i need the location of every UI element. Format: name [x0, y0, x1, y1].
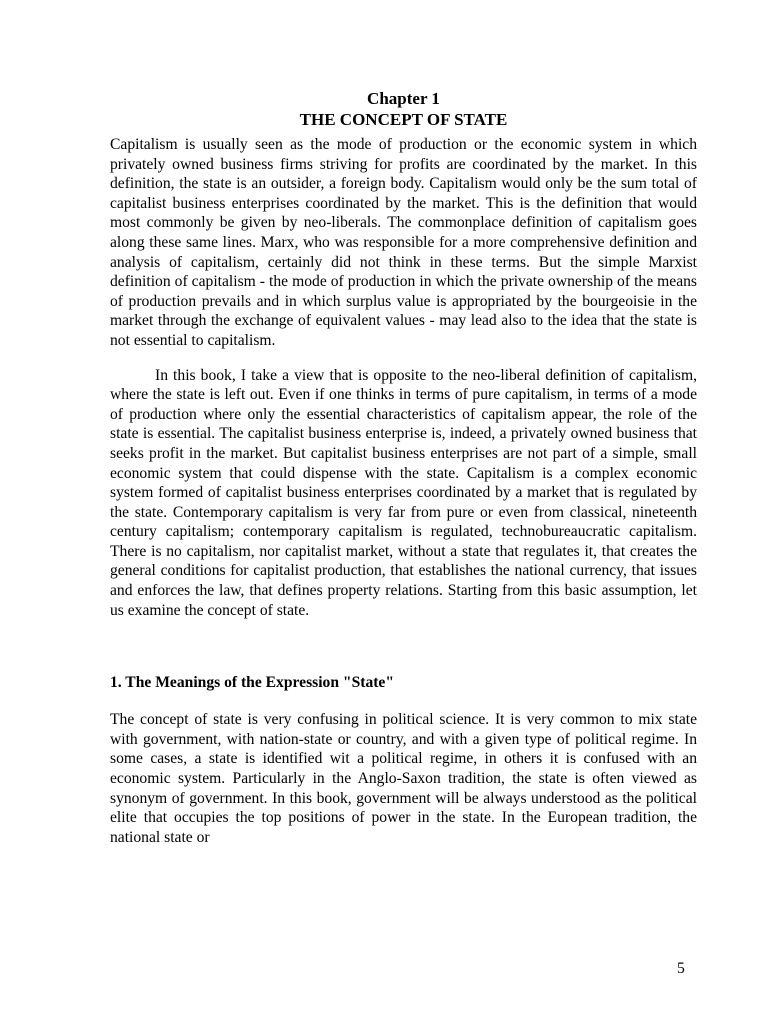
section-heading: 1. The Meanings of the Expression "State": [110, 674, 395, 692]
chapter-title: THE CONCEPT OF STATE: [299, 110, 508, 129]
body-paragraph-1: Capitalism is usually seen as the mode of production or the economic system in which privately owned business firms striving for profits are coordinated by the market. In this definition, the state is an outsider, a foreign body. Capitalism would only be the sum total of capitalist business enterprises coordinated by the market. This is the definition that would most commonly be given by neo-liberals. The commonplace definition of capitalism goes along these same lines. Marx, who was responsible for a more comprehensive definition and analysis of capitalism, certainly did not think in these terms. But the simple Marxist definition of capitalism - the mode of production in which the private ownership of the means of production prevails and in which surplus value is appropriated by the bourgeoisie in the market through the exchange of equivalent values - may lead also to the idea that the state is not essential to capitalism.: [110, 136, 697, 349]
document-page: [110, 89, 697, 847]
page-number: 5: [677, 960, 685, 977]
section-paragraph: The concept of state is very confusing in political science. It is very common to mix state with government, with nation-state or country, and with a given type of political regime. In some cases, a state is identified wit a political regime, in others it is confused with an economic system. Particularly in the Anglo-Saxon tradition, the state is often viewed as synonym of government. In this book, government will be always understood as the political elite that occupies the top positions of power in the state. In the European tradition, the national state or: [110, 711, 697, 846]
chapter-number: Chapter 1: [367, 89, 440, 108]
body-paragraph-2: In this book, I take a view that is opposite to the neo-liberal definition of capitalism, where the state is left out. Even if one thinks in terms of pure capitalism, in terms of a mode of production where only the essential characteristics of capitalism appear, the role of the state is essential. The capitalist business enterprise is, indeed, a privately owned business that seeks profit in the market. But capitalist business enterprises are not part of a simple, small economic system that could dispense with the state. Capitalism is a complex economic system formed of capitalist business enterprises coordinated by a market that is regulated by the state. Contemporary capitalism is very far from pure or even from classical, nineteenth century capitalism; contemporary capitalism is regulated, technobureaucratic capitalism. There is no capitalism, nor capitalist market, without a state that regulates it, that creates the general conditions for capitalist production, that establishes the national currency, that issues and enforces the law, that defines property relations. Starting from this basic assumption, let us examine the concept of state.: [110, 366, 697, 619]
